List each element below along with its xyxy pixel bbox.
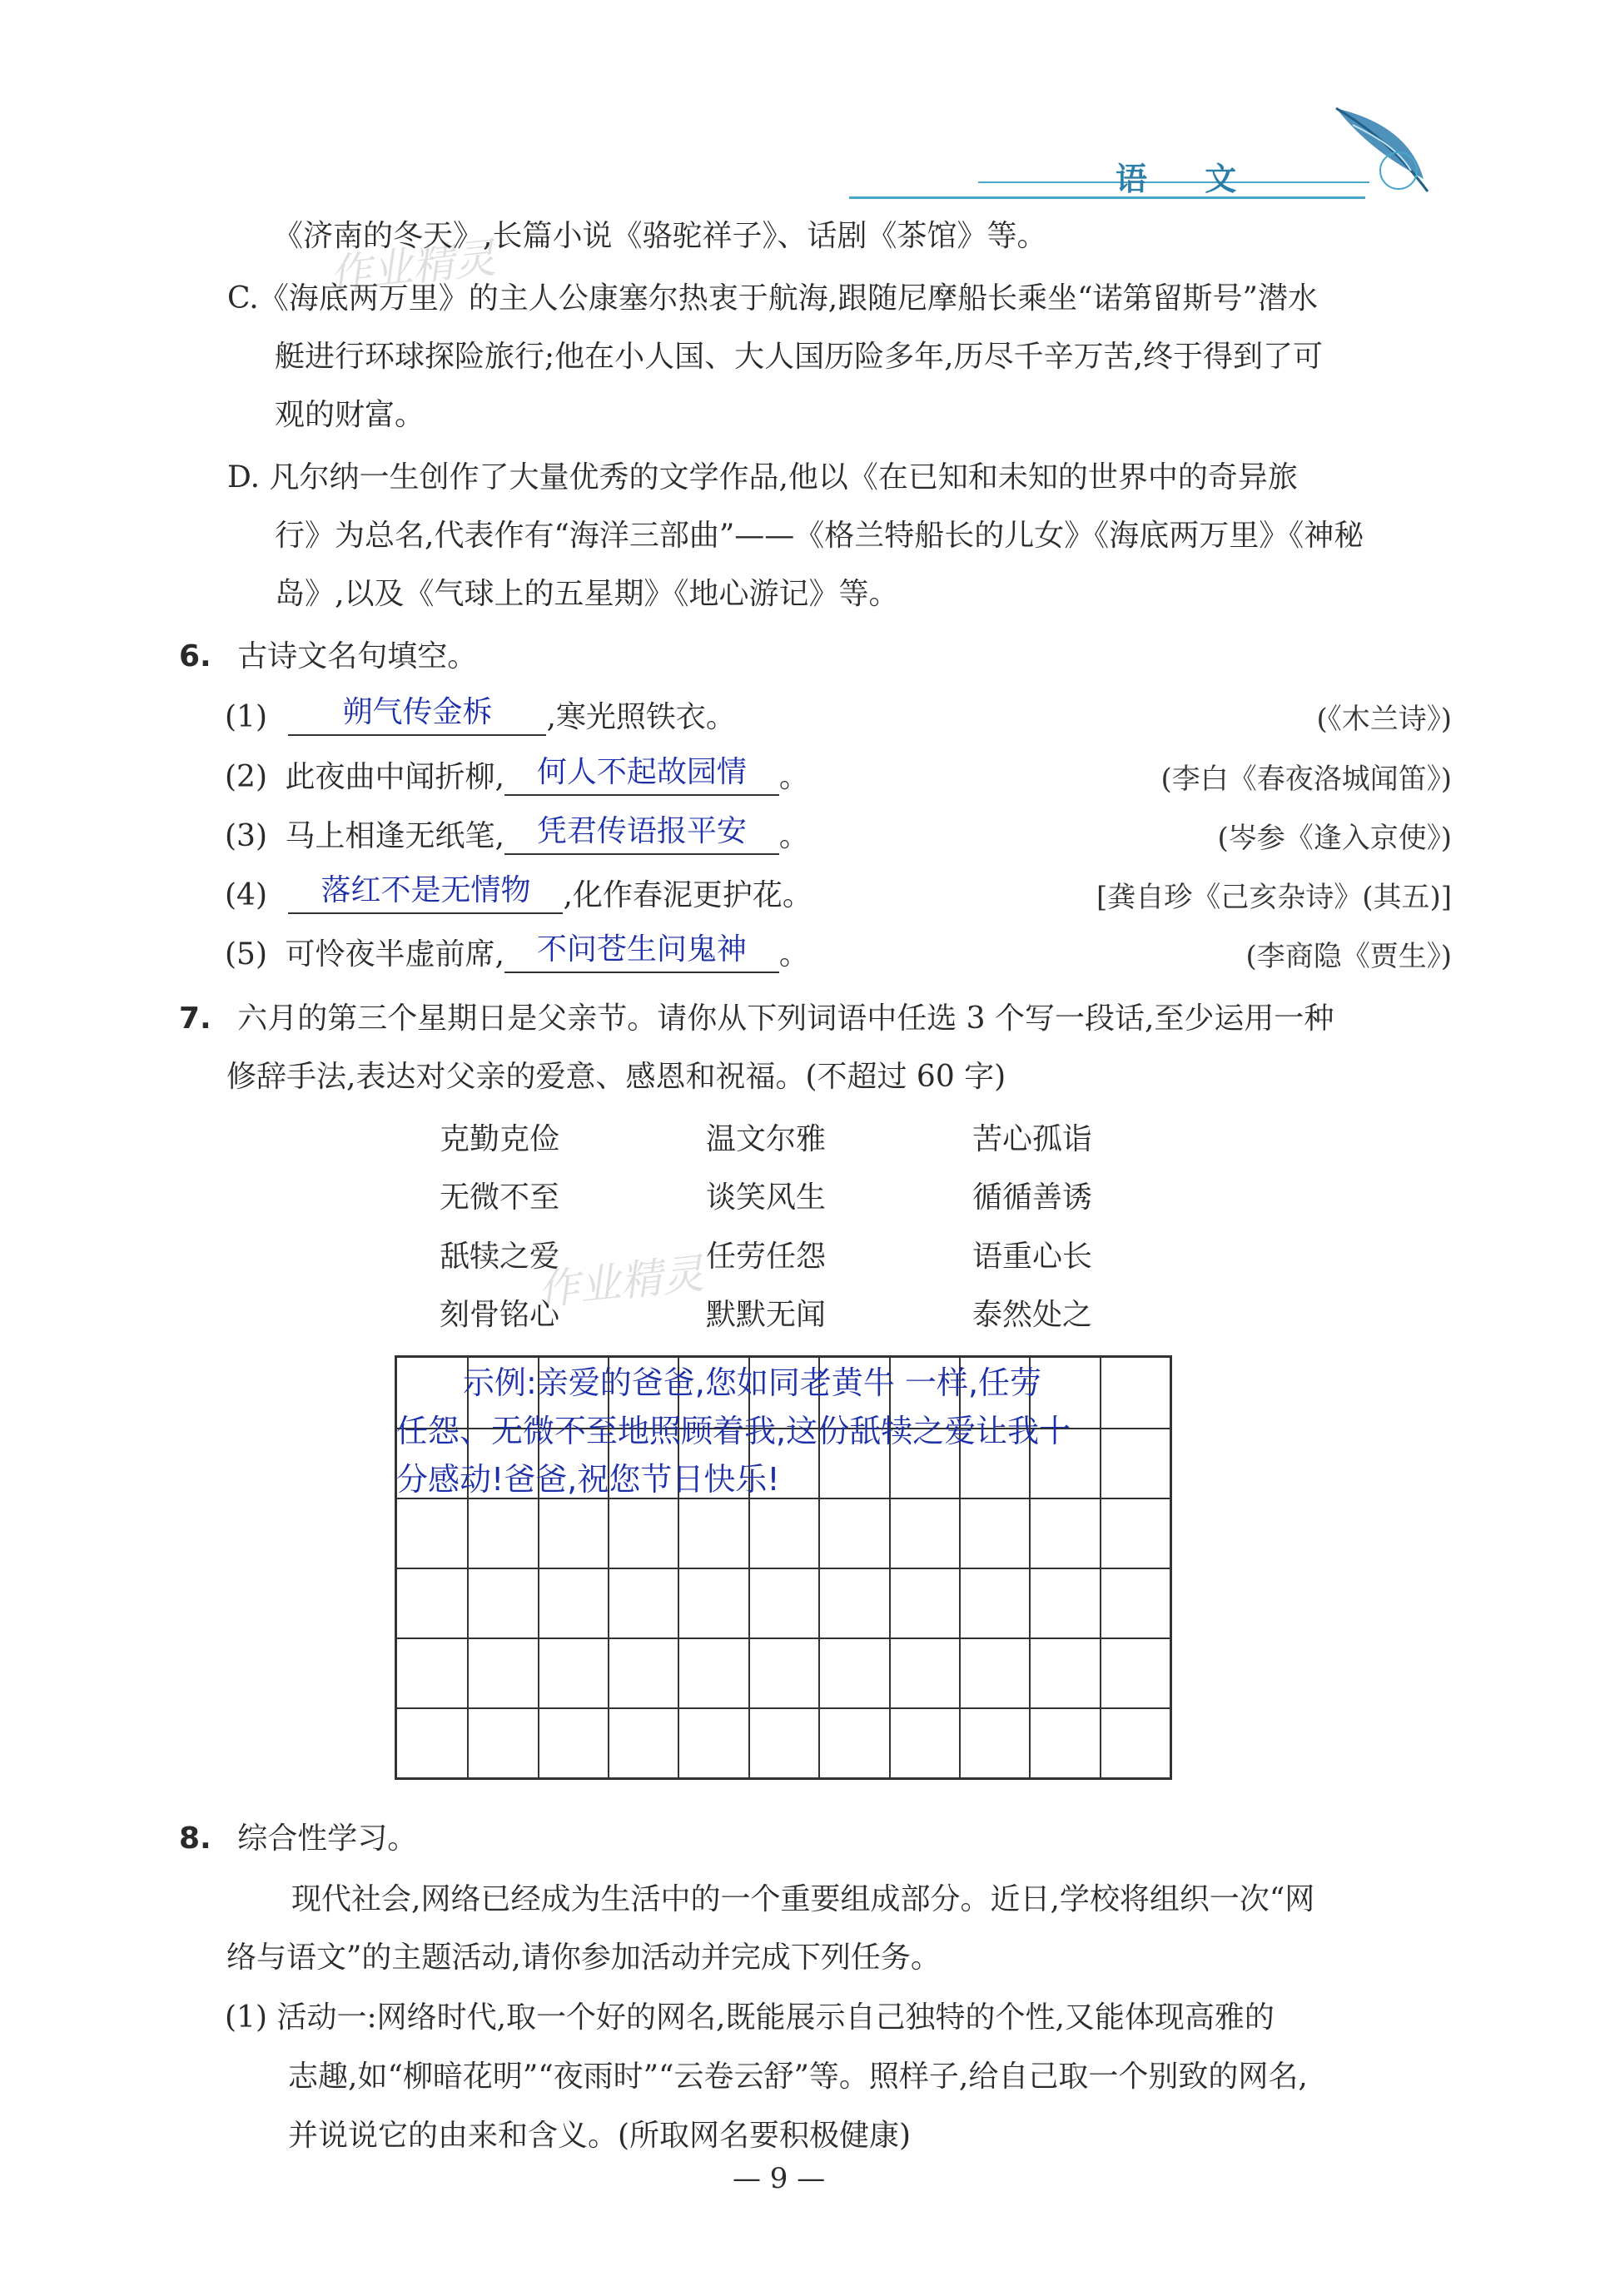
item-number: (5) [225,937,267,972]
question-title: 古诗文名句填空。 [237,639,478,673]
fill-item [225,872,812,914]
grid-row-line [397,1568,1170,1569]
grid-row-line [397,1707,1170,1709]
question-number: 8. [179,1821,211,1856]
answer-blank[interactable] [288,695,546,736]
item-number: (4) [225,878,267,912]
item-text: 。 [778,819,809,853]
answer-text: 落红不是无情物 [321,873,531,907]
item-text: 。 [778,937,809,972]
answer-blank[interactable] [288,873,563,914]
question-8 [179,1815,417,1857]
option-line: C.《海底两万里》的主人公康塞尔热衷于航海,跟随尼摩船长乘坐“诺第留斯号”潜水 [227,281,1318,316]
word-option: 默默无闻 [706,1298,827,1332]
word-option: 无微不至 [440,1180,560,1215]
word-option: 温文尔雅 [706,1122,827,1156]
question-number: 7. [179,1001,211,1036]
option-line: 观的财富。 [275,398,425,432]
word-option: 舐犊之爱 [440,1240,560,1274]
item-text: 马上相逢无纸笔, [285,819,504,853]
question-text-line: 六月的第三个星期日是父亲节。请你从下列词语中任选 3 个写一段话,至少运用一种 [237,1001,1334,1036]
answer-blank[interactable] [504,932,779,973]
item-text: 。 [778,760,809,794]
word-option: 克勤克俭 [440,1122,560,1156]
intro-line: 络与语文”的主题活动,请你参加活动并完成下列任务。 [226,1941,941,1975]
question-title: 综合性学习。 [237,1821,418,1856]
answer-text: 凭君传语报平安 [536,814,747,848]
word-option: 苦心孤诣 [972,1122,1093,1156]
question-7 [179,995,1334,1037]
word-option: 刻骨铭心 [440,1298,560,1332]
item-text: ,寒光照铁衣。 [546,700,736,734]
poem-source: (李商隐《贾生》) [1245,940,1452,973]
answer-line: 分感动!爸爸,祝您节日快乐! [396,1461,780,1498]
page-number: — 9 — [733,2162,826,2195]
task-line: 志趣,如“柳暗花明”“夜雨时”“云卷云舒”等。照样子,给自己取一个别致的网名, [288,2060,1308,2094]
answer-text: 朔气传金柝 [342,695,493,729]
word-option: 泰然处之 [972,1298,1093,1332]
item-number: (3) [225,819,267,853]
poem-source: [龚自珍《己亥杂诗》(其五)] [1096,881,1452,914]
option-line: D. 凡尔纳一生创作了大量优秀的文学作品,他以《在已知和未知的世界中的奇异旅 [227,460,1298,494]
feather-quill-icon [1319,100,1436,200]
answer-text: 不问苍生问鬼神 [536,932,747,967]
grid-row-line [397,1638,1170,1639]
item-text: 此夜曲中闻折柳, [285,760,504,794]
fill-item [225,813,809,855]
answer-text: 何人不起故园情 [536,755,747,789]
task-line: 并说说它的由来和含义。(所取网名要积极健康) [288,2119,912,2153]
poem-source: (李白《春夜洛城闻笛》) [1160,763,1452,796]
item-number: (2) [225,760,267,794]
intro-line: 现代社会,网络已经成为生活中的一个重要组成部分。近日,学校将组织一次“网 [291,1882,1315,1916]
q5-continuation: 《济南的冬天》,长篇小说《骆驼祥子》、话剧《茶馆》等。 [273,219,1047,253]
answer-line: 示例:亲爱的爸爸,您如同老黄牛 一样,任劳 [463,1364,1042,1401]
fill-item [225,931,809,973]
word-option: 语重心长 [972,1240,1093,1274]
item-number: (1) [225,700,267,734]
word-option: 谈笑风生 [706,1180,827,1215]
task-line: (1) 活动一:网络时代,取一个好的网名,既能展示自己独特的个性,又能体现高雅的 [225,2000,1275,2035]
item-text: 可怜夜半虚前席, [285,937,504,972]
item-text: ,化作春泥更护花。 [563,878,812,912]
word-option: 循循善诱 [972,1180,1093,1215]
question-text-line: 修辞手法,表达对父亲的爱意、感恩和祝福。(不超过 60 字) [226,1060,1006,1094]
question-number: 6. [179,639,211,673]
fill-item [225,693,736,736]
watermark: 作业精灵 [326,233,498,300]
header-rule [849,196,1365,199]
option-line: 行》为总名,代表作有“海洋三部曲”——《格兰特船长的儿女》《海底两万里》《神秘 [275,519,1364,553]
fill-item [225,753,809,796]
watermark: 作业精灵 [534,1249,706,1315]
subject-title: 语 文 [1116,161,1260,197]
answer-blank[interactable] [504,814,779,855]
word-option: 任劳任怨 [706,1240,827,1274]
answer-line: 任怨、无微不至地照顾着我,这份舐犊之爱让我十 [396,1413,1071,1449]
poem-source: (《木兰诗》) [1316,703,1452,736]
option-line: 岛》,以及《气球上的五星期》《地心游记》等。 [275,577,899,611]
poem-source: (岑参《逢入京使》) [1217,822,1452,855]
question-6 [179,633,477,675]
answer-blank[interactable] [504,755,779,796]
option-line: 艇进行环球探险旅行;他在小人国、大人国历险多年,历尽千辛万苦,终于得到了可 [275,340,1324,374]
